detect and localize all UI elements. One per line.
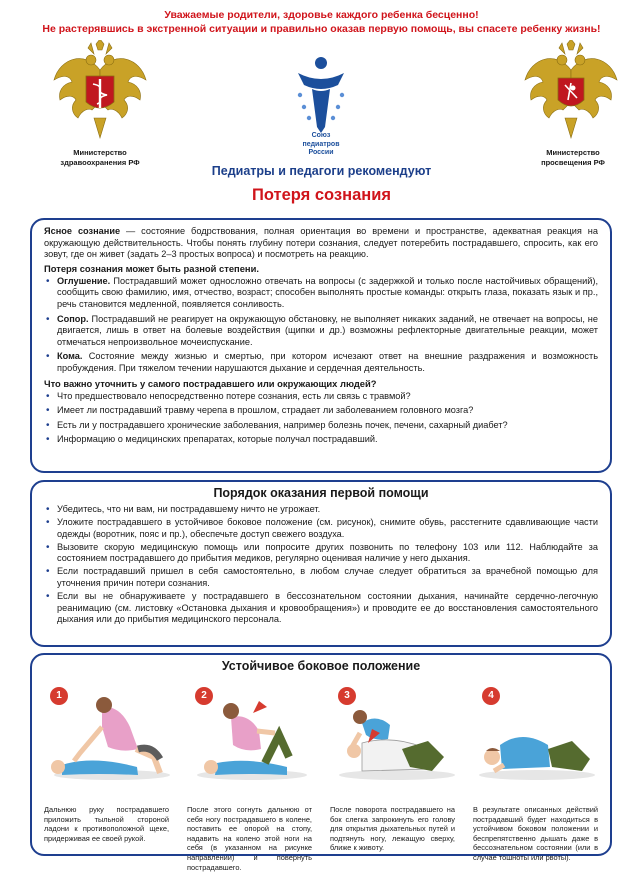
education-ministry-emblem-icon bbox=[521, 40, 621, 144]
consciousness-info-box bbox=[30, 218, 612, 473]
recovery-steps bbox=[42, 687, 602, 872]
list-item: • Сопор. Пострадавший не реагирует на окружающую обстановку, не выполняет никаких заданий, не отвечает на вопросы, не двигается, лишь в ответ на болевые воздействия (щипки и др.) возможны рефлекторные двигательные реакции, может отмечаться непроизвольное мочеиспускание. bbox=[46, 313, 598, 347]
step-4-caption: В результате описанных действий пострадавший будет находиться в устойчивом боковом положении и беспрепятственно дышать даже в бессознательном состоянии (или в случае тошноты или рвоты). bbox=[473, 805, 598, 862]
union-label: Союз педиатров России bbox=[302, 132, 340, 156]
first-aid-title: Порядок оказания первой помощи bbox=[213, 486, 429, 500]
header-subtitle: Педиатры и педагоги рекомендуют bbox=[211, 164, 432, 178]
ministry-health-label: Министерство здравоохранения РФ bbox=[60, 148, 140, 167]
step-3-caption: После поворота пострадавшего на бок слегка запрокинуть его голову для открытия дыхательных путей и подтянуть ногу, лежащую сверху, ближе к животу. bbox=[330, 805, 455, 853]
list-item: • Кома. Состояние между жизнью и смертью, при котором исчезают ответ на внешние раздражения и возможность пробуждения. При тяжелом течении нарушаются дыхание и сердечная деятельность. bbox=[46, 351, 598, 373]
list-item: • Что предшествовало непосредственно потере сознания, есть ли связь с травмой? bbox=[46, 390, 411, 402]
step-1-caption: Дальнюю руку пострадавшего приложить тыльной стороной ладони к противоположной щеке, придерживая ее своей рукой. bbox=[44, 805, 169, 843]
degrees-list bbox=[44, 276, 598, 375]
health-ministry-emblem-icon bbox=[50, 40, 150, 144]
degrees-heading: Потеря сознания может быть разной степени. bbox=[44, 262, 259, 274]
first-aid-list bbox=[44, 504, 598, 626]
step-3-number: 3 bbox=[338, 687, 356, 705]
pediatricians-union-logo-icon bbox=[292, 55, 350, 133]
list-item: • Уложите пострадавшего в устойчивое боковое положение (см. рисунок), снимите обувь, расстегните сдавливающие части одежды (воротник, пояс и пр.), обеспечьте доступ свежего воздуха. bbox=[46, 517, 598, 539]
questions-list bbox=[44, 391, 598, 446]
list-item: • Если вы не обнаруживаете у пострадавшего в бессознательном состоянии дыхания, начинайте сердечно-легочную реанимацию (см. листовку «Остановка дыхания и кровообращения») и проводите ее до восстановления самостоятельного дыхания или до прибытия медицинского персонала. bbox=[46, 591, 598, 625]
notice-line-2: Не растерявшись в экстренной ситуации и правильно оказав первую помощь, вы спасете ребенку жизнь! bbox=[42, 23, 601, 35]
step-1-number: 1 bbox=[50, 687, 68, 705]
notice-line-1: Уважаемые родители, здоровье каждого ребенка бесценно! bbox=[164, 9, 479, 21]
step-2-caption: После этого согнуть дальнюю от себя ногу пострадавшего в колене, поставить ее опорой на стопу, надавить на колено этой ноги на себя (в указанном на рисунке направлении) и повернуть пострадавшего. bbox=[187, 805, 312, 872]
list-item: • Убедитесь, что ни вам, ни пострадавшему ничто не угрожает. bbox=[46, 504, 321, 515]
recovery-position-box bbox=[30, 653, 612, 872]
first-aid-box bbox=[30, 480, 612, 647]
step-4-number: 4 bbox=[482, 687, 500, 705]
page-title: Потеря сознания bbox=[252, 186, 391, 204]
intro-paragraph: Ясное сознание — состояние бодрствования, полная ориентация во времени и пространстве, адекватная реакция на окружающую действительность. Чтобы понять глубину потери сознания, следует потеребить пострадавшего, спросить, как его зовут, где он живет (задать 2–3 простых вопроса) и посмотреть на реакцию. bbox=[44, 226, 598, 260]
ministry-education-label: Министерство просвещения РФ bbox=[541, 148, 605, 167]
list-item: • Оглушение. Пострадавший может односложно отвечать на вопросы (с задержкой и только после настойчивых обращений), сообщить свою фамилию, имя, отчество, возраст; способен выполнять простые команды: открыть глаза, показать язык и пр., речь становится медленной, появляется сонливость. bbox=[46, 275, 598, 309]
list-item: • Вызовите скорую медицинскую помощь или попросите других позвонить по телефону 103 или 112. Наблюдайте за состоянием пострадавшего до прибытия медиков, регулярно оценивая наличие у него дыхания. bbox=[46, 541, 598, 564]
recovery-position-title: Устойчивое боковое положение bbox=[221, 659, 421, 673]
list-item: • Информацию о медицинских препаратах, которые получал пострадавший. bbox=[46, 434, 378, 446]
step-2-number: 2 bbox=[195, 687, 213, 705]
list-item: • Есть ли у пострадавшего хронические заболевания, например болезнь почек, печени, сахарный диабет? bbox=[46, 419, 508, 431]
list-item: • Если пострадавший пришел в себя самостоятельно, в любом случае следует обратиться за врачебной помощью для уточнения причин потери сознания. bbox=[46, 566, 598, 589]
questions-heading: Что важно уточнить у самого пострадавшего или окружающих людей? bbox=[44, 377, 377, 389]
list-item: • Имеет ли пострадавший травму черепа в прошлом, страдает ли заболеванием головного мозга? bbox=[46, 405, 474, 417]
